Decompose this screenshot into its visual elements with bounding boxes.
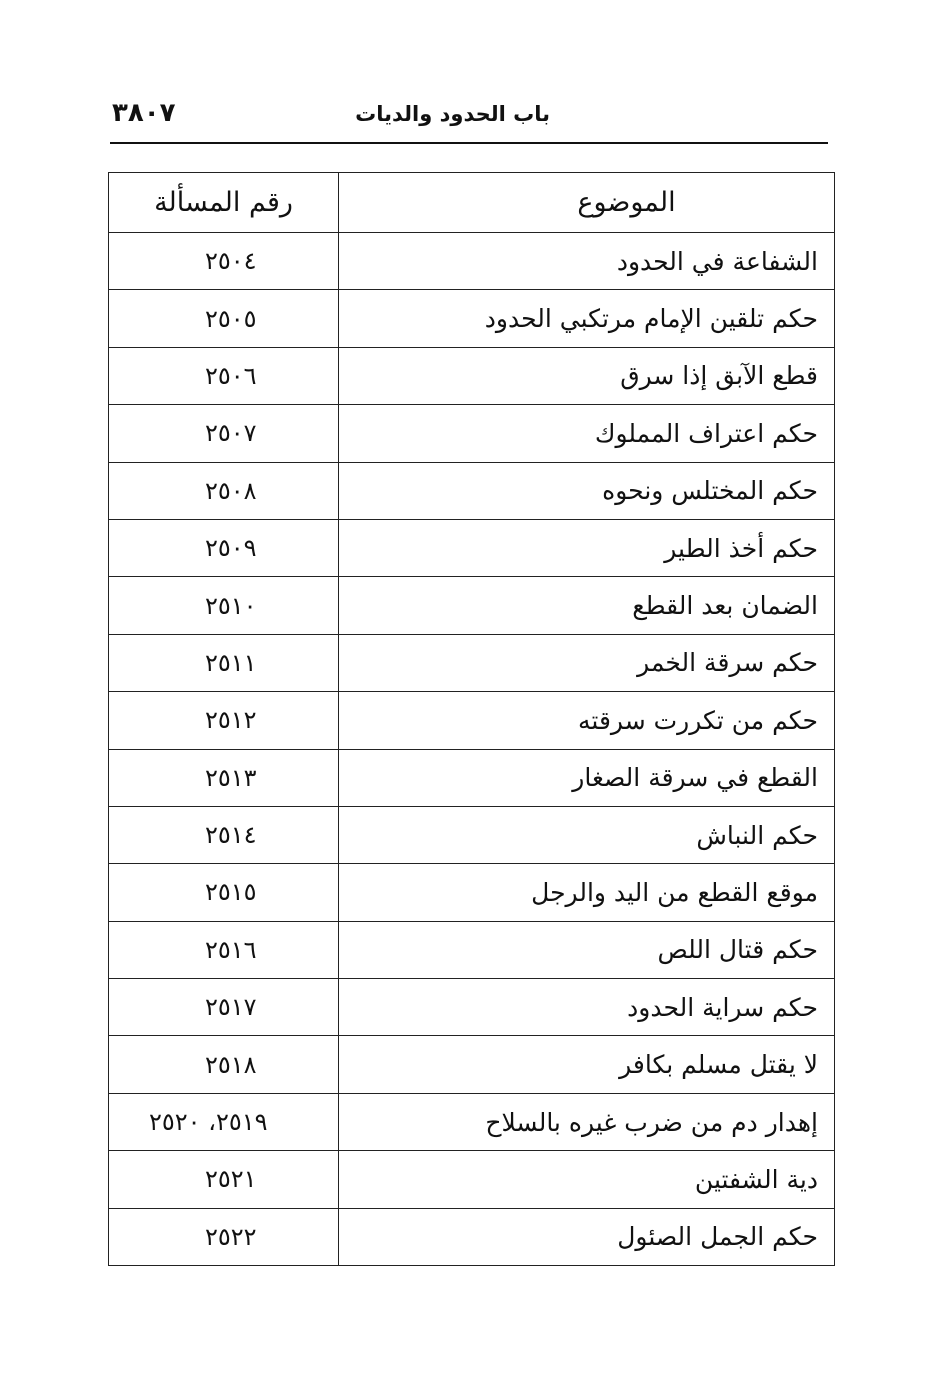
issue-number-cell: ٢٥١٣ [109, 749, 339, 806]
table-row [109, 577, 835, 634]
issue-number-cell: ٢٥١٠ [109, 577, 339, 634]
topic-cell: حكم المختلس ونحوه [339, 462, 835, 519]
issue-number-cell: ٢٥٠٩ [109, 519, 339, 576]
table-header-row [109, 173, 835, 233]
topic-cell: دية الشفتين [339, 1151, 835, 1208]
issue-number-cell: ٢٥١٦ [109, 921, 339, 978]
issue-number-cell: ٢٥٠٦ [109, 347, 339, 404]
page-number: ٣٨٠٧ [112, 98, 176, 128]
issue-number-cell: ٢٥١٥ [109, 864, 339, 921]
issue-number-cell: ٢٥١٩، ٢٥٢٠ [109, 1093, 339, 1150]
issue-number-cell: ٢٥٠٥ [109, 290, 339, 347]
topic-cell: حكم من تكررت سرقته [339, 692, 835, 749]
topic-cell: لا يقتل مسلم بكافر [339, 1036, 835, 1093]
issue-number-cell: ٢٥٢١ [109, 1151, 339, 1208]
table-row [109, 921, 835, 978]
topic-cell: حكم أخذ الطير [339, 519, 835, 576]
table-row [109, 290, 835, 347]
issue-number-cell: ٢٥١٧ [109, 979, 339, 1036]
table-row [109, 1208, 835, 1265]
issue-number-cell: ٢٥١٨ [109, 1036, 339, 1093]
topic-cell: القطع في سرقة الصغار [339, 749, 835, 806]
issue-number-cell: ٢٥٠٤ [109, 233, 339, 290]
table-row [109, 462, 835, 519]
table-row [109, 519, 835, 576]
topic-cell: حكم الجمل الصئول [339, 1208, 835, 1265]
topic-cell: قطع الآبق إذا سرق [339, 347, 835, 404]
table-row [109, 1036, 835, 1093]
chapter-title: باب الحدود والديات [355, 102, 550, 126]
issue-number-cell: ٢٥٢٢ [109, 1208, 339, 1265]
topic-cell: حكم تلقين الإمام مرتكبي الحدود [339, 290, 835, 347]
issue-number-cell: ٢٥١٢ [109, 692, 339, 749]
table-row [109, 405, 835, 462]
topic-cell: موقع القطع من اليد والرجل [339, 864, 835, 921]
topic-cell: حكم سراية الحدود [339, 979, 835, 1036]
issue-number-cell: ٢٥١١ [109, 634, 339, 691]
issue-number-cell: ٢٥٠٨ [109, 462, 339, 519]
column-header-topic: الموضوع [339, 173, 835, 233]
topic-cell: الشفاعة في الحدود [339, 233, 835, 290]
table-row [109, 806, 835, 863]
table-row [109, 1151, 835, 1208]
table-row [109, 347, 835, 404]
page-header [112, 96, 828, 140]
table-row [109, 692, 835, 749]
table-row [109, 634, 835, 691]
topic-cell: إهدار دم من ضرب غيره بالسلاح [339, 1093, 835, 1150]
issue-number-cell: ٢٥٠٧ [109, 405, 339, 462]
header-rule [110, 142, 828, 144]
table-row [109, 1093, 835, 1150]
column-header-issue-number: رقم المسألة [109, 173, 339, 233]
issue-number-cell: ٢٥١٤ [109, 806, 339, 863]
topic-cell: حكم النباش [339, 806, 835, 863]
topic-cell: حكم اعتراف المملوك [339, 405, 835, 462]
index-table [108, 172, 835, 1266]
table-row [109, 864, 835, 921]
table-row [109, 749, 835, 806]
table-row [109, 979, 835, 1036]
table-row [109, 233, 835, 290]
topic-cell: حكم قتال اللص [339, 921, 835, 978]
topic-cell: حكم سرقة الخمر [339, 634, 835, 691]
topic-cell: الضمان بعد القطع [339, 577, 835, 634]
